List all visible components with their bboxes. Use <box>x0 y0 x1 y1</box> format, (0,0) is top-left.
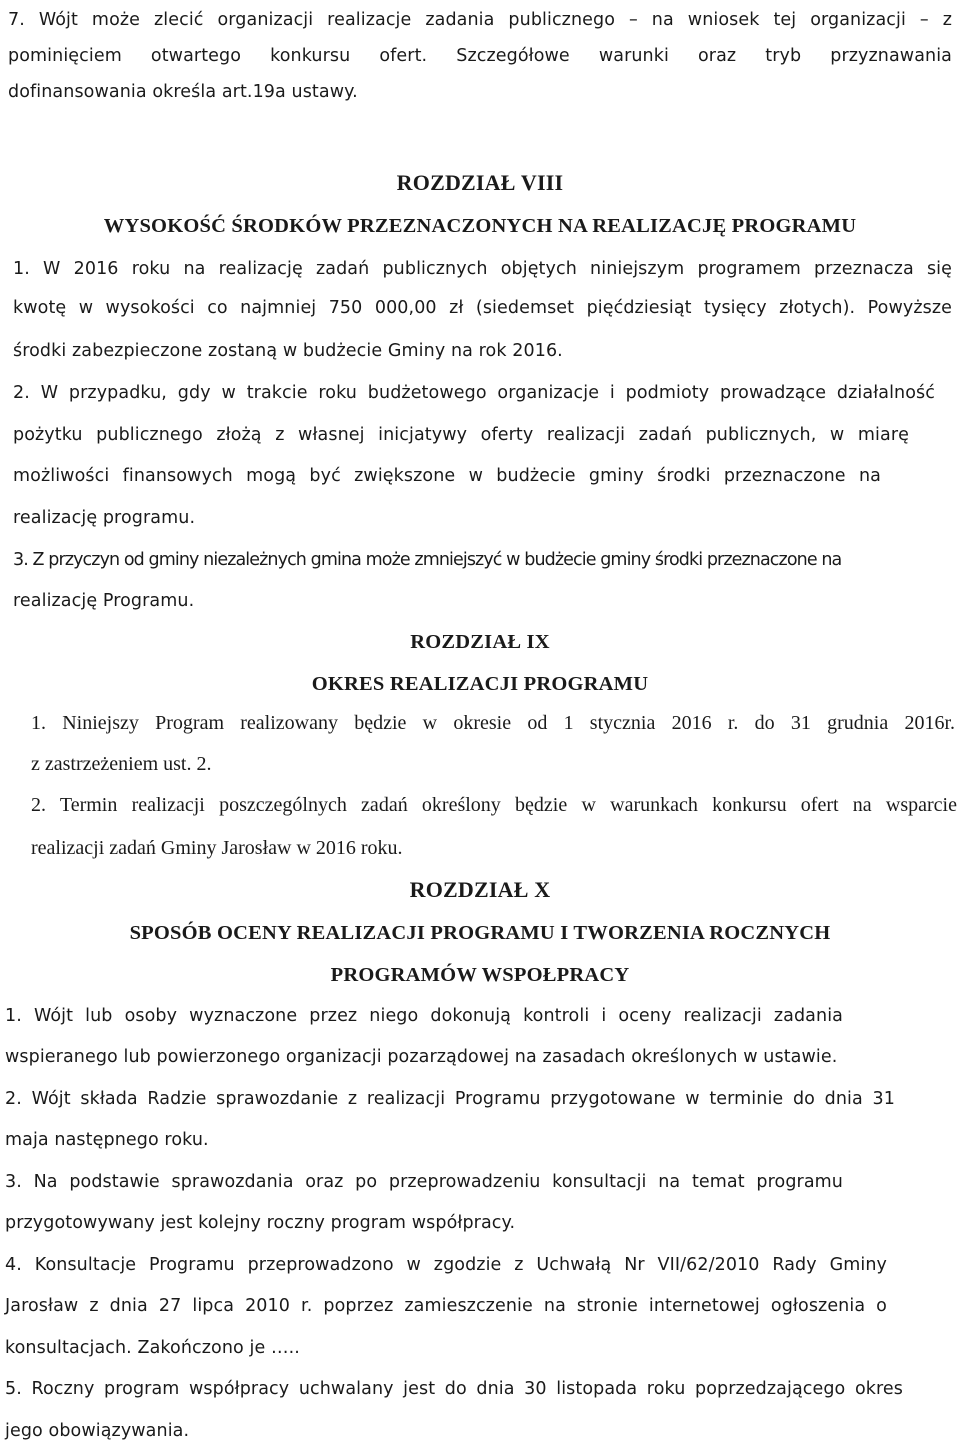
text-line: 3. Na podstawie sprawozdania oraz po przeprowadzeniu konsultacji na temat programu <box>5 1172 843 1192</box>
text-line: 5. Roczny program współpracy uchwalany jest do dnia 30 listopada roku poprzedzającego okres <box>5 1379 903 1399</box>
chapter-9-subtitle: OKRES REALIZACJI PROGRAMU <box>311 673 649 695</box>
text-line: 2. Wójt składa Radzie sprawozdanie z realizacji Programu przygotowane w terminie do dnia 31 <box>5 1089 895 1109</box>
text-line: 2. W przypadku, gdy w trakcie roku budżetowego organizacje i podmioty prowadzące działalność <box>13 383 935 403</box>
text-line: maja następnego roku. <box>5 1130 209 1150</box>
text-line: 3. Z przyczyn od gminy niezależnych gmina może zmniejszyć w budżecie gminy środki przeznaczone na <box>13 550 842 570</box>
text-line: realizacji zadań Gminy Jarosław w 2016 roku. <box>31 837 403 859</box>
chapter-10-subtitle-line-2: PROGRAMÓW WSPOŁPRACY <box>330 964 630 986</box>
text-line: 7. Wójt może zlecić organizacji realizacje zadania publicznego – na wniosek tej organizacji – z <box>8 10 952 30</box>
text-line: pominięciem otwartego konkursu ofert. Szczegółowe warunki oraz tryb przyznawania <box>8 46 952 66</box>
text-line: 4. Konsultacje Programu przeprowadzono w zgodzie z Uchwałą Nr VII/62/2010 Rady Gminy <box>5 1255 887 1275</box>
text-line: konsultacjach. Zakończono je ….. <box>5 1338 300 1358</box>
text-line: dofinansowania określa art.19a ustawy. <box>8 82 358 102</box>
text-line: jego obowiązywania. <box>5 1421 190 1441</box>
text-line: wspieranego lub powierzonego organizacji pozarządowej na zasadach określonych w ustawie. <box>5 1047 838 1067</box>
chapter-9-title: ROZDZIAŁ IX <box>410 631 550 653</box>
chapter-8-title: ROZDZIAŁ VIII <box>396 170 564 195</box>
text-line: pożytku publicznego złożą z własnej inicjatywy oferty realizacji zadań publicznych, w miarę <box>13 425 909 445</box>
text-line: 1. Niniejszy Program realizowany będzie w okresie od 1 stycznia 2016 r. do 31 grudnia 2016r. <box>31 712 955 734</box>
chapter-10-title: ROZDZIAŁ X <box>409 877 551 902</box>
text-line: 1. W 2016 roku na realizację zadań publicznych objętych niniejszym programem przeznacza się <box>13 259 952 279</box>
chapter-10-subtitle-line-1: SPOSÓB OCENY REALIZACJI PROGRAMU I TWORZENIA ROCZNYCH <box>129 922 831 944</box>
chapter-8-subtitle: WYSOKOŚĆ ŚRODKÓW PRZEZNACZONYCH NA REALIZACJĘ PROGRAMU <box>103 215 857 237</box>
text-line: realizację Programu. <box>13 591 195 611</box>
text-line: środki zabezpieczone zostaną w budżecie Gminy na rok 2016. <box>13 341 563 361</box>
text-line: 2. Termin realizacji poszczególnych zadań określony będzie w warunkach konkursu ofert na wsparcie <box>31 794 957 816</box>
text-line: Jarosław z dnia 27 lipca 2010 r. poprzez zamieszczenie na stronie internetowej ogłoszenia o <box>5 1296 887 1316</box>
text-line: przygotowywany jest kolejny roczny program współpracy. <box>5 1213 516 1233</box>
text-line: możliwości finansowych mogą być zwiększone w budżecie gminy środki przeznaczone na <box>13 466 881 486</box>
text-line: z zastrzeżeniem ust. 2. <box>31 753 212 775</box>
text-line: kwotę w wysokości co najmniej 750 000,00 zł (siedemset pięćdziesiąt tysięcy złotych). Powyższe <box>13 298 952 318</box>
text-line: 1. Wójt lub osoby wyznaczone przez niego dokonują kontroli i oceny realizacji zadania <box>5 1006 843 1026</box>
text-line: realizację programu. <box>13 508 196 528</box>
